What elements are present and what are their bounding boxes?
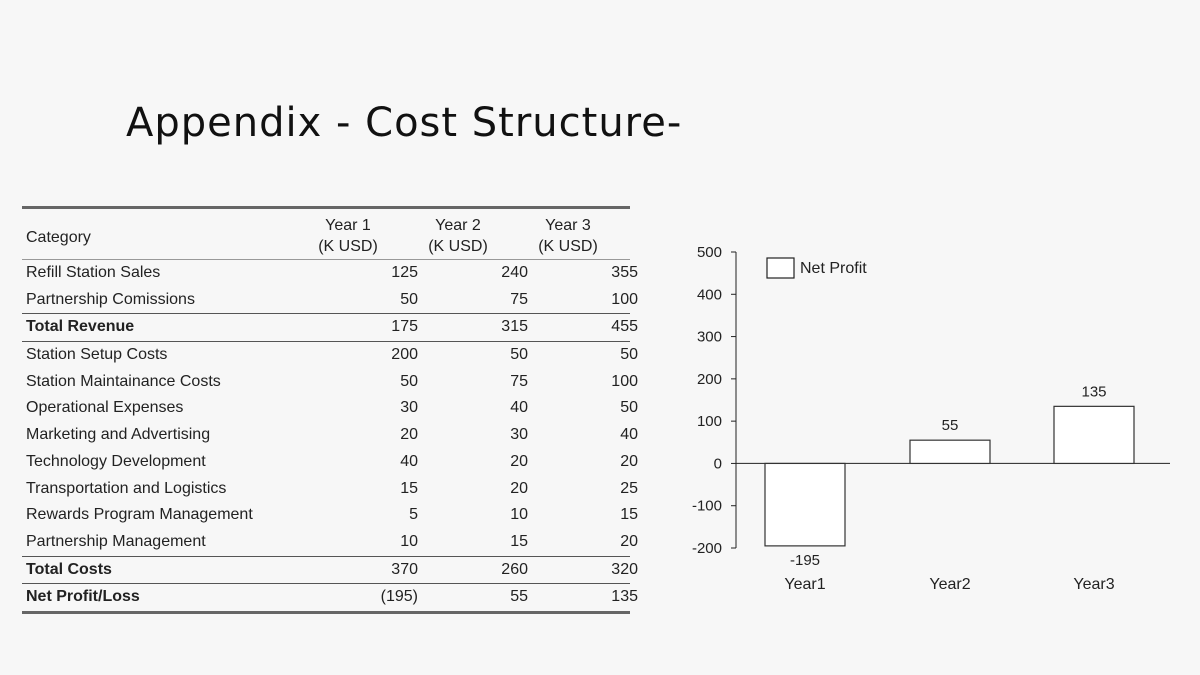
table-row	[22, 395, 638, 422]
row-label: Net Profit/Loss	[26, 588, 140, 606]
cell-year-3: 135	[611, 588, 638, 606]
cell-year-2: 75	[510, 290, 528, 308]
table-row	[22, 449, 638, 476]
cell-year-3: 40	[620, 426, 638, 444]
net-profit-bar-chart	[650, 205, 1190, 625]
cost-structure-table	[22, 206, 638, 614]
y-tick-label: -100	[691, 497, 722, 515]
cell-year-3: 100	[611, 372, 638, 390]
cell-year-1: 50	[400, 372, 418, 390]
table-row	[22, 422, 638, 449]
column-header-year-1: Year 1 (K USD)	[318, 217, 378, 255]
y-tick-label: 500	[696, 244, 722, 261]
row-label: Transportation and Logistics	[26, 479, 227, 497]
row-label: Station Maintainance Costs	[26, 372, 221, 390]
row-label: Total Revenue	[26, 318, 135, 336]
bar-year1	[765, 463, 845, 545]
table-row-total-costs	[22, 556, 638, 584]
data-label: 55	[941, 417, 959, 435]
row-label: Technology Development	[26, 452, 206, 470]
x-tick-label: Year1	[784, 576, 826, 593]
y-tick-label: 300	[696, 328, 722, 346]
cell-year-1: 175	[391, 318, 418, 336]
table-row	[22, 476, 638, 503]
table-row-net-profit-loss	[22, 583, 638, 614]
net-profit-chart	[650, 205, 1190, 625]
table-header	[22, 209, 630, 260]
column-header-year-2: Year 2 (K USD)	[428, 217, 488, 255]
y-tick-label: 200	[696, 370, 722, 388]
table-row	[22, 529, 638, 556]
x-tick-label: Year2	[929, 576, 971, 593]
y-tick-label: 100	[696, 413, 722, 431]
legend-label: Net Profit	[800, 260, 867, 277]
cell-year-3: 50	[620, 346, 638, 364]
cell-year-2: 260	[501, 560, 528, 578]
cell-year-2: 50	[510, 346, 528, 364]
table-row-total-revenue	[22, 313, 638, 342]
cell-year-3: 15	[620, 506, 638, 524]
cell-year-1: 200	[391, 346, 418, 364]
cell-year-2: 30	[510, 426, 528, 444]
cell-year-1: 30	[400, 399, 418, 417]
cell-year-2: 10	[510, 506, 528, 524]
table-row	[22, 260, 638, 287]
cell-year-1: 50	[400, 290, 418, 308]
cell-year-2: 40	[510, 399, 528, 417]
cell-year-3: 455	[611, 318, 638, 336]
cell-year-3: 355	[611, 264, 638, 281]
cell-year-1: 40	[400, 452, 418, 470]
row-label: Station Setup Costs	[26, 346, 168, 364]
bar-year3	[1054, 406, 1134, 463]
column-header-category: Category	[26, 229, 91, 246]
table-row	[22, 369, 638, 396]
data-label: 135	[1081, 383, 1107, 401]
cell-year-2: 75	[510, 372, 528, 390]
legend-swatch	[767, 258, 794, 278]
cell-year-2: 20	[510, 452, 528, 470]
table-row	[22, 287, 638, 314]
cell-year-3: 25	[620, 479, 638, 497]
cell-year-2: 240	[501, 264, 528, 281]
cell-year-3: 50	[620, 399, 638, 417]
cell-year-3: 20	[620, 452, 638, 470]
cell-year-3: 100	[611, 290, 638, 308]
table-row	[22, 342, 638, 369]
cell-year-1: 5	[409, 506, 418, 524]
cell-year-2: 20	[510, 479, 528, 497]
row-label: Partnership Comissions	[26, 290, 195, 308]
data-label: -195	[789, 551, 821, 569]
cell-year-2: 55	[510, 588, 528, 606]
column-header-year-3: Year 3 (K USD)	[538, 217, 598, 255]
row-label: Total Costs	[26, 560, 112, 578]
cell-year-1: 15	[400, 479, 418, 497]
row-label: Partnership Management	[26, 532, 206, 550]
cell-year-1: 20	[400, 426, 418, 444]
cell-year-3: 20	[620, 532, 638, 550]
row-label: Operational Expenses	[26, 399, 184, 417]
table-row	[22, 502, 638, 529]
row-label: Refill Station Sales	[26, 264, 161, 281]
cell-year-2: 315	[501, 318, 528, 336]
y-tick-label: 400	[696, 286, 722, 304]
cell-year-1: 370	[391, 560, 418, 578]
row-label: Marketing and Advertising	[26, 426, 211, 444]
bar-year2	[910, 440, 990, 463]
cell-year-2: 15	[510, 532, 528, 550]
cell-year-3: 320	[611, 560, 638, 578]
cell-year-1: 125	[391, 264, 418, 281]
cell-year-1: (195)	[380, 588, 418, 606]
row-label: Rewards Program Management	[26, 506, 253, 524]
y-tick-label: -200	[691, 540, 722, 557]
cell-year-1: 10	[400, 532, 418, 550]
x-tick-label: Year3	[1073, 576, 1115, 593]
y-tick-label: 0	[713, 455, 722, 473]
slide-title: Appendix - Cost Structure-	[126, 100, 683, 146]
